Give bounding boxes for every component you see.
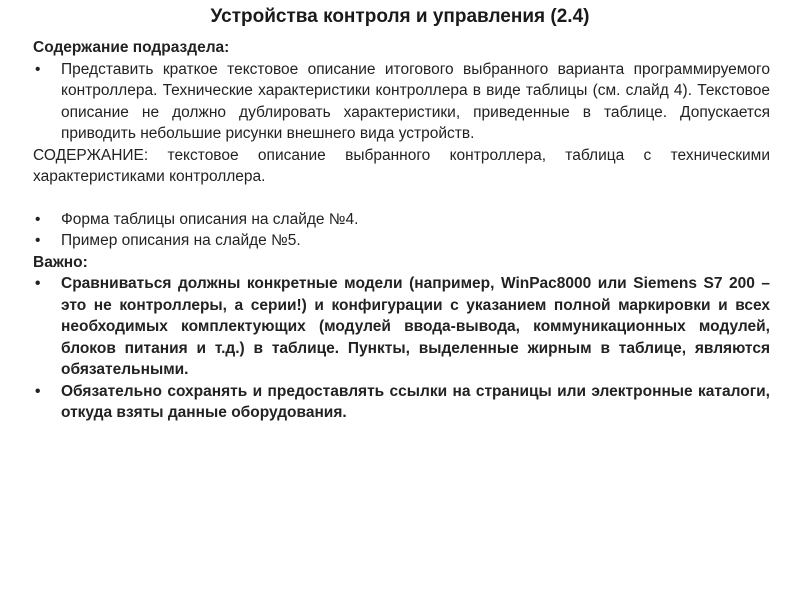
list-item-text: Представить краткое текстовое описание итогового выбранного варианта программируемого контроллера. Технические характеристики контроллера в виде таблицы (см. слайд 4). Текстовое описание не должно дублировать характеристики, приведенные в таблице. Допускается приводить небольшие рисунки внешнего вида устройств. [61,60,770,142]
section-heading: Содержание подраздела: [33,39,230,56]
important-heading: Важно: [33,253,88,271]
list-item-text: Форма таблицы описания на слайде №4. [61,210,359,228]
list-item [33,381,770,424]
list-item [33,209,770,231]
list-item [33,230,770,252]
bullet-icon: • [35,210,41,228]
spacer [33,188,770,209]
bullet-icon: • [35,382,41,400]
list-item [33,59,770,145]
list-item [33,273,770,381]
list-item-text: Обязательно сохранять и предоставлять ссылки на страницы или электронные каталоги, откуда взяты данные оборудования. [61,382,770,421]
list-item-text: Пример описания на слайде №5. [61,232,301,249]
slide-title: Устройства контроля и управления (2.4) [210,6,590,27]
bullet-icon: • [35,232,41,249]
content-paragraph: СОДЕРЖАНИЕ: текстовое описание выбранного контроллера, таблица с техническими характеристиками контроллера. [33,146,770,185]
bullet-icon: • [35,275,41,292]
slide-content [33,37,770,424]
list-item-text: Сравниваться должны конкретные модели (например, WinPac8000 или Siemens S7 200 – это не контроллеры, а серии!) и конфигурации с указанием полной маркировки и всех необходимых комплектующих (модулей ввода-вывода, коммуникационных модулей, блоков питания и т.д.) в таблице. Пункты, выделенные жирным в таблице, являются обязательными. [61,275,770,378]
bullet-icon: • [35,60,41,78]
